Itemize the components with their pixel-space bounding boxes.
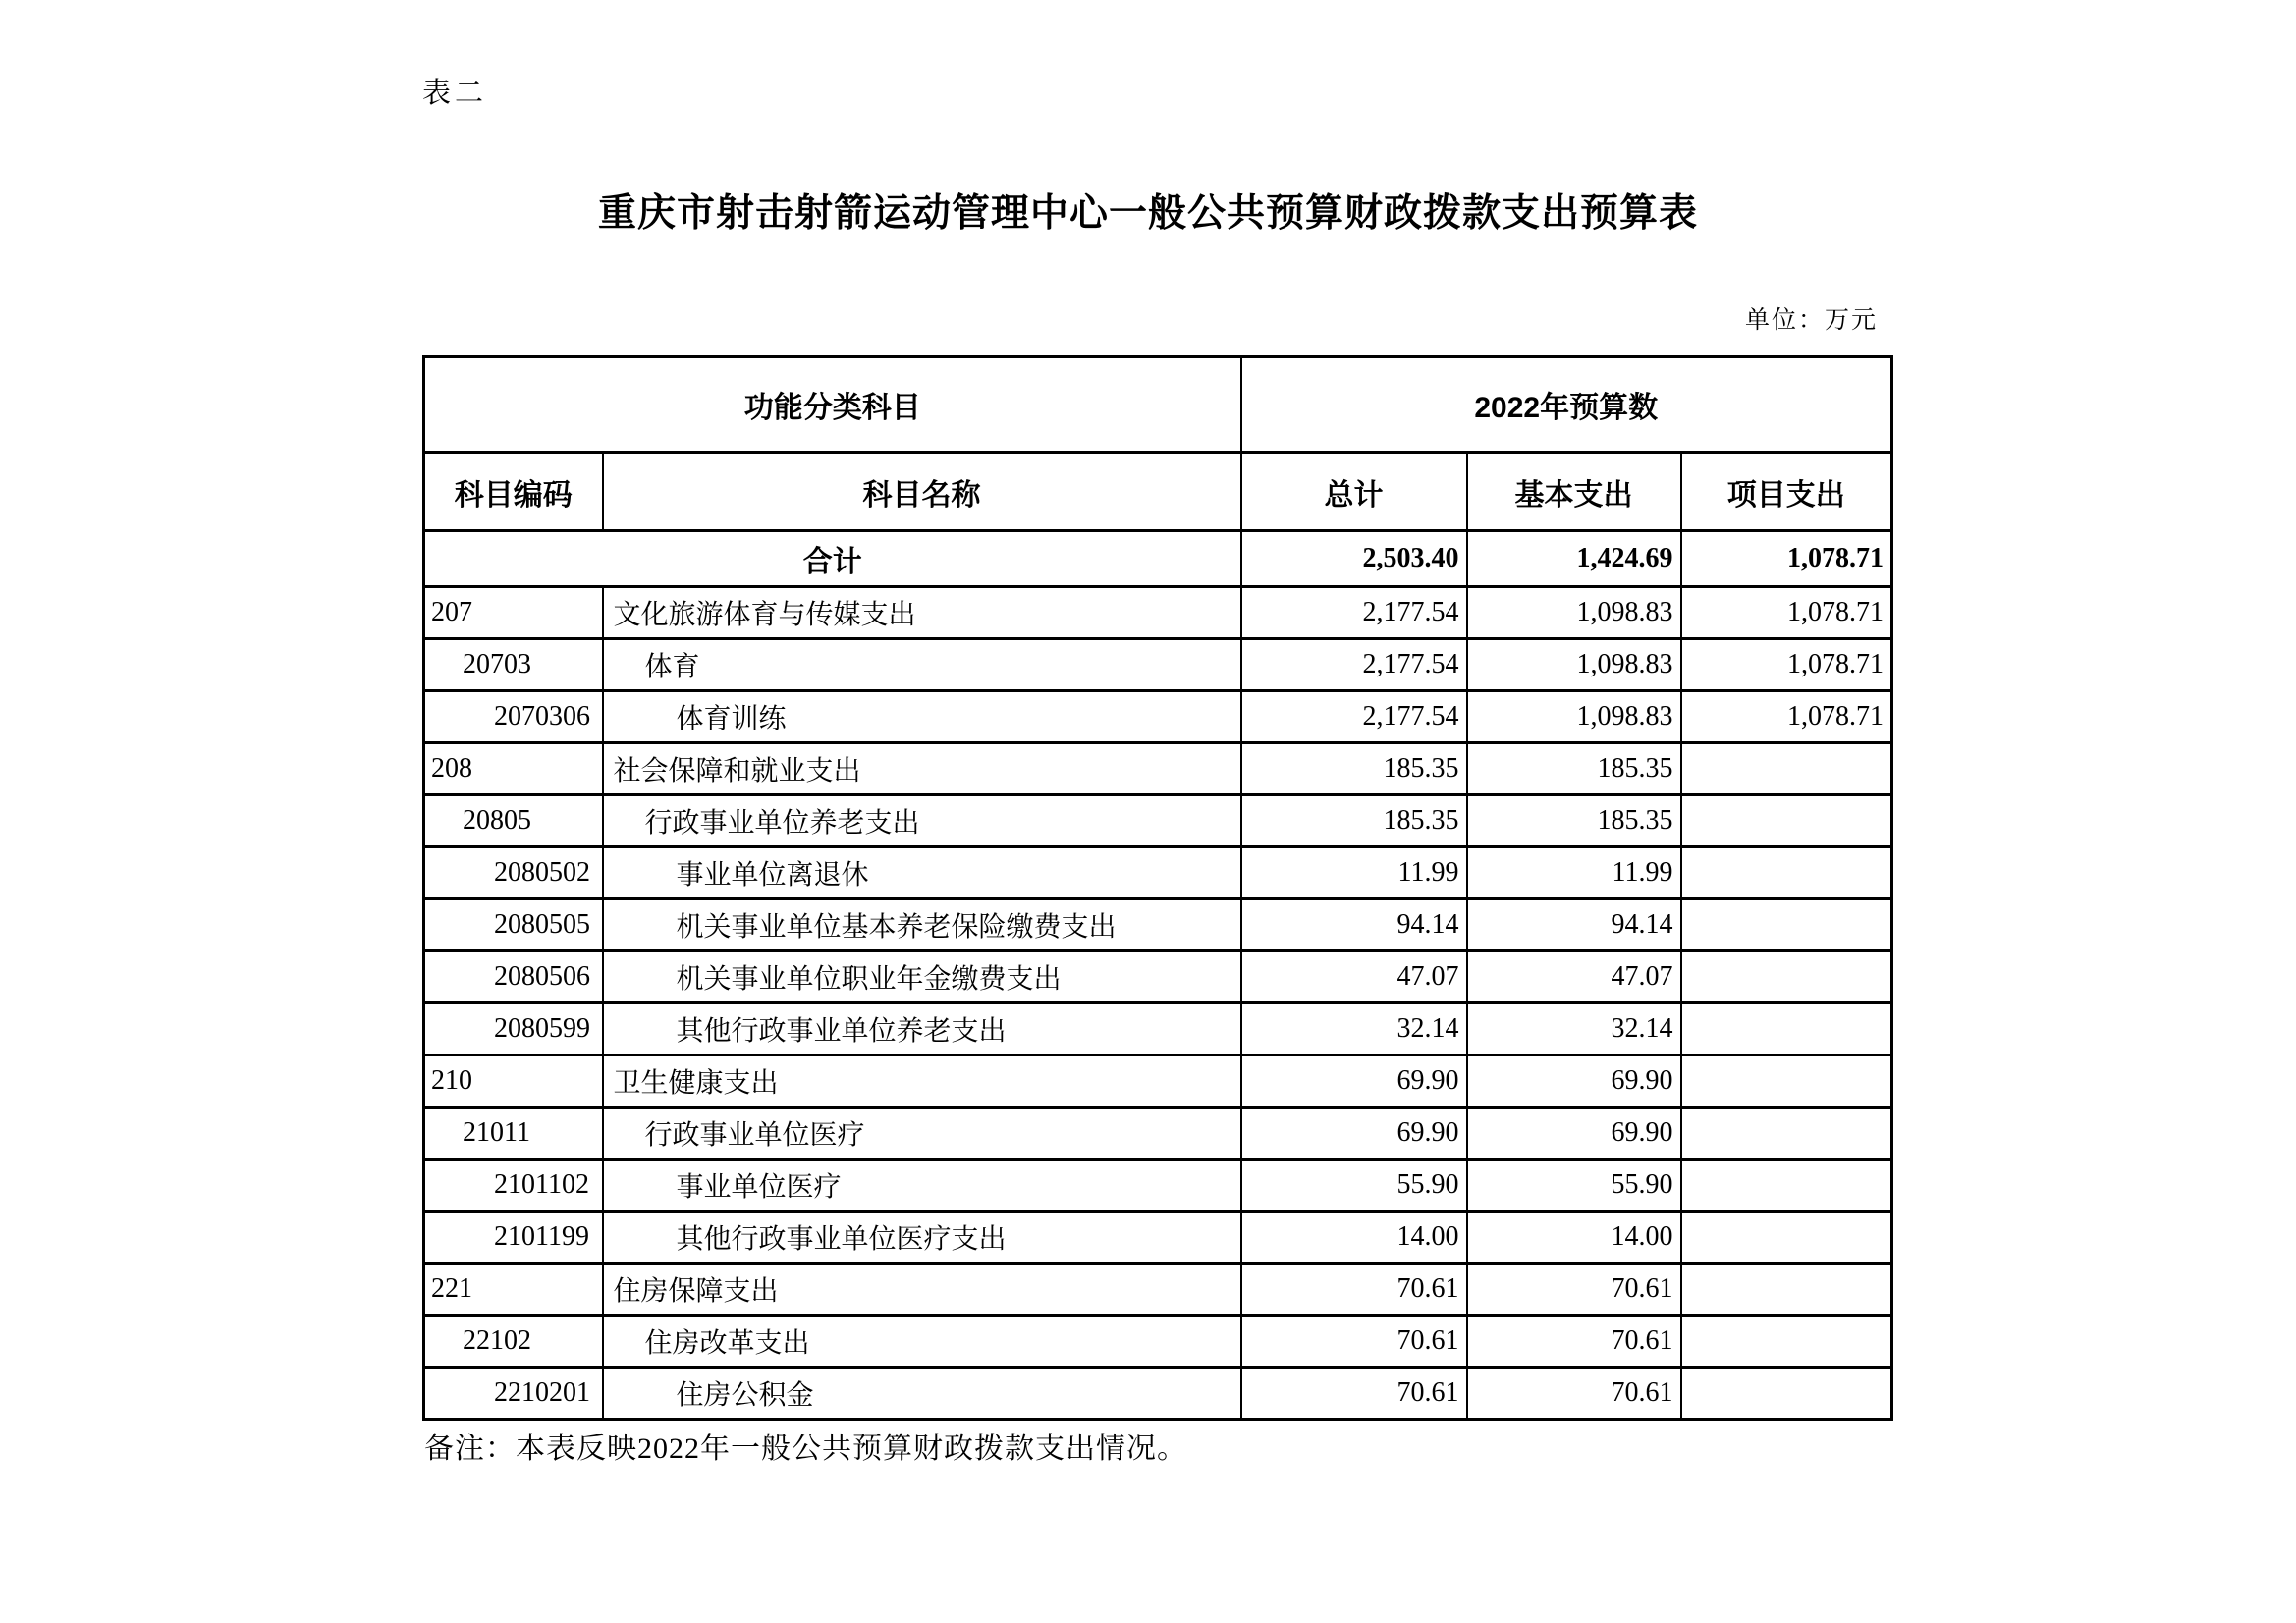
- header-function-group: 功能分类科目: [424, 357, 1241, 453]
- column-header-name: 科目名称: [603, 453, 1241, 531]
- header-group-row: [424, 357, 1892, 453]
- basic-value: 11.99: [1467, 847, 1681, 899]
- subject-name: 体育训练: [603, 691, 1241, 743]
- total-value: 94.14: [1241, 899, 1467, 951]
- unit-note: 单位：万元: [1744, 307, 1878, 334]
- total-row: [424, 531, 1892, 587]
- total-value: 69.90: [1241, 1055, 1467, 1108]
- subject-name: 其他行政事业单位医疗支出: [603, 1212, 1241, 1264]
- basic-value: 1,098.83: [1467, 639, 1681, 691]
- subject-code: 20805: [424, 795, 603, 847]
- table-row: [424, 1316, 1892, 1368]
- basic-value: 185.35: [1467, 795, 1681, 847]
- subject-code: 2101102: [424, 1160, 603, 1212]
- table-row: [424, 1108, 1892, 1160]
- project-value: [1681, 1212, 1892, 1264]
- total-value: 69.90: [1241, 1108, 1467, 1160]
- footnote: 备注：本表反映2022年一般公共预算财政拨款支出情况。: [424, 1433, 1187, 1465]
- total-value: 2,177.54: [1241, 639, 1467, 691]
- project-value: [1681, 1003, 1892, 1055]
- subject-code: 2080502: [424, 847, 603, 899]
- table-row: [424, 587, 1892, 639]
- project-value: 1,078.71: [1681, 691, 1892, 743]
- column-header-basic: 基本支出: [1467, 453, 1681, 531]
- subject-name: 体育: [603, 639, 1241, 691]
- basic-value: 94.14: [1467, 899, 1681, 951]
- total-row-total-value: 2,503.40: [1241, 531, 1467, 587]
- column-header-project: 项目支出: [1681, 453, 1892, 531]
- subject-code: 221: [424, 1264, 603, 1316]
- total-value: 14.00: [1241, 1212, 1467, 1264]
- project-value: [1681, 743, 1892, 795]
- total-value: 11.99: [1241, 847, 1467, 899]
- total-value: 32.14: [1241, 1003, 1467, 1055]
- basic-value: 32.14: [1467, 1003, 1681, 1055]
- subject-name: 社会保障和就业支出: [603, 743, 1241, 795]
- subject-code: 208: [424, 743, 603, 795]
- basic-value: 69.90: [1467, 1055, 1681, 1108]
- table-row: [424, 1368, 1892, 1420]
- basic-value: 70.61: [1467, 1368, 1681, 1420]
- project-value: [1681, 1160, 1892, 1212]
- total-row-basic-value: 1,424.69: [1467, 531, 1681, 587]
- subject-name: 卫生健康支出: [603, 1055, 1241, 1108]
- column-header-total: 总计: [1241, 453, 1467, 531]
- basic-value: 14.00: [1467, 1212, 1681, 1264]
- subject-name: 行政事业单位医疗: [603, 1108, 1241, 1160]
- project-value: [1681, 951, 1892, 1003]
- basic-value: 70.61: [1467, 1264, 1681, 1316]
- basic-value: 1,098.83: [1467, 587, 1681, 639]
- subject-name: 住房改革支出: [603, 1316, 1241, 1368]
- subject-name: 住房公积金: [603, 1368, 1241, 1420]
- subject-name: 住房保障支出: [603, 1264, 1241, 1316]
- table-row: [424, 1212, 1892, 1264]
- table-header: [424, 357, 1892, 531]
- subject-code: 2080599: [424, 1003, 603, 1055]
- table-row: [424, 1160, 1892, 1212]
- column-header-code: 科目编码: [424, 453, 603, 531]
- subject-name: 事业单位离退休: [603, 847, 1241, 899]
- project-value: [1681, 1264, 1892, 1316]
- basic-value: 55.90: [1467, 1160, 1681, 1212]
- total-value: 2,177.54: [1241, 691, 1467, 743]
- table-row: [424, 847, 1892, 899]
- table-row: [424, 899, 1892, 951]
- table-row: [424, 795, 1892, 847]
- project-value: [1681, 795, 1892, 847]
- subject-name: 行政事业单位养老支出: [603, 795, 1241, 847]
- project-value: 1,078.71: [1681, 587, 1892, 639]
- project-value: [1681, 1368, 1892, 1420]
- table-row: [424, 639, 1892, 691]
- project-value: [1681, 847, 1892, 899]
- subject-name: 其他行政事业单位养老支出: [603, 1003, 1241, 1055]
- basic-value: 185.35: [1467, 743, 1681, 795]
- header-columns-row: [424, 453, 1892, 531]
- total-value: 47.07: [1241, 951, 1467, 1003]
- subject-code: 21011: [424, 1108, 603, 1160]
- table-row: [424, 951, 1892, 1003]
- project-value: 1,078.71: [1681, 639, 1892, 691]
- total-value: 70.61: [1241, 1316, 1467, 1368]
- total-value: 185.35: [1241, 795, 1467, 847]
- budget-table: [422, 355, 1893, 1421]
- table-row: [424, 1003, 1892, 1055]
- basic-value: 70.61: [1467, 1316, 1681, 1368]
- project-value: [1681, 1055, 1892, 1108]
- subject-name: 机关事业单位基本养老保险缴费支出: [603, 899, 1241, 951]
- subject-code: 22102: [424, 1316, 603, 1368]
- table-row: [424, 1055, 1892, 1108]
- table-number-label: 表二: [422, 78, 488, 109]
- total-value: 55.90: [1241, 1160, 1467, 1212]
- project-value: [1681, 1108, 1892, 1160]
- subject-code: 20703: [424, 639, 603, 691]
- subject-name: 文化旅游体育与传媒支出: [603, 587, 1241, 639]
- subject-code: 2101199: [424, 1212, 603, 1264]
- total-row-project-value: 1,078.71: [1681, 531, 1892, 587]
- total-row-label: 合计: [424, 531, 1241, 587]
- project-value: [1681, 899, 1892, 951]
- page-title: 重庆市射击射箭运动管理中心一般公共预算财政拨款支出预算表: [597, 192, 1698, 235]
- subject-code: 2080506: [424, 951, 603, 1003]
- subject-name: 机关事业单位职业年金缴费支出: [603, 951, 1241, 1003]
- total-value: 70.61: [1241, 1264, 1467, 1316]
- header-budget-group: 2022年预算数: [1241, 357, 1892, 453]
- subject-name: 事业单位医疗: [603, 1160, 1241, 1212]
- subject-code: 2210201: [424, 1368, 603, 1420]
- total-value: 2,177.54: [1241, 587, 1467, 639]
- subject-code: 2080505: [424, 899, 603, 951]
- subject-code: 2070306: [424, 691, 603, 743]
- subject-code: 207: [424, 587, 603, 639]
- subject-code: 210: [424, 1055, 603, 1108]
- table-row: [424, 691, 1892, 743]
- table-body: [424, 531, 1892, 1420]
- table-row: [424, 743, 1892, 795]
- table-row: [424, 1264, 1892, 1316]
- basic-value: 1,098.83: [1467, 691, 1681, 743]
- basic-value: 69.90: [1467, 1108, 1681, 1160]
- project-value: [1681, 1316, 1892, 1368]
- total-value: 185.35: [1241, 743, 1467, 795]
- basic-value: 47.07: [1467, 951, 1681, 1003]
- total-value: 70.61: [1241, 1368, 1467, 1420]
